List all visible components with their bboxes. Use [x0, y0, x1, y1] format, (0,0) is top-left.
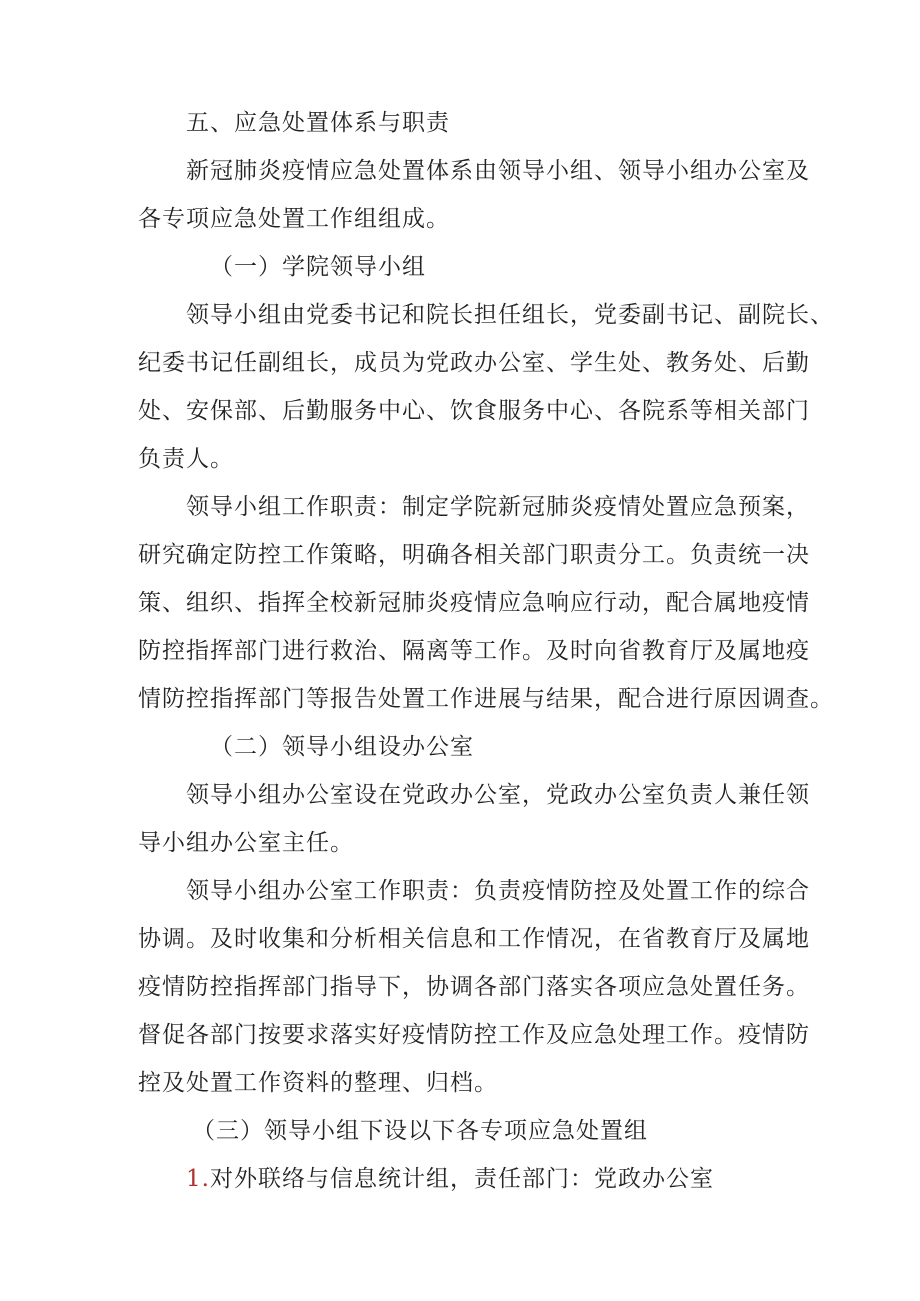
section-title: 五、应急处置体系与职责 — [186, 110, 450, 136]
sub2-para1-line-2: 导小组办公室主任。 — [138, 830, 354, 856]
intro-line-2: 各专项应急处置工作组组成。 — [138, 206, 450, 232]
list-item-1-text: 对外联络与信息统计组，责任部门：党政办公室 — [209, 1166, 714, 1192]
list-item-1 — [186, 1163, 714, 1195]
sub1-para2-line-4: 防控指挥部门进行救治、隔离等工作。及时向省教育厅及属地疫 — [138, 638, 810, 664]
sub2-para2-line-1: 领导小组办公室工作职责：负责疫情防控及处置工作的综合 — [186, 878, 810, 904]
sub1-para1-line-1: 领导小组由党委书记和院长担任组长，党委副书记、副院长、 — [186, 302, 834, 328]
sub1-para2-line-2: 研究确定防控工作策略，明确各相关部门职责分工。负责统一决 — [138, 542, 810, 568]
sub1-para1-line-3: 处、安保部、后勤服务中心、饮食服务中心、各院系等相关部门 — [138, 398, 810, 424]
subsection-2-title: （二）领导小组设办公室 — [210, 734, 474, 760]
subsection-3-title: （三）领导小组下设以下各专项应急处置组 — [192, 1118, 648, 1144]
sub2-para2-line-2: 协调。及时收集和分析相关信息和工作情况，在省教育厅及属地 — [138, 926, 810, 952]
sub2-para2-line-4: 督促各部门按要求落实好疫情防控工作及应急处理工作。疫情防 — [138, 1022, 810, 1048]
subsection-1-title: （一）学院领导小组 — [210, 254, 426, 280]
sub1-para2-line-1: 领导小组工作职责：制定学院新冠肺炎疫情处置应急预案， — [186, 494, 810, 520]
list-item-1-number: 1. — [186, 1166, 210, 1192]
sub1-para2-line-3: 策、组织、指挥全校新冠肺炎疫情应急响应行动，配合属地疫情 — [138, 590, 810, 616]
sub1-para1-line-2: 纪委书记任副组长，成员为党政办公室、学生处、教务处、后勤 — [138, 350, 810, 376]
intro-line-1: 新冠肺炎疫情应急处置体系由领导小组、领导小组办公室及 — [186, 158, 810, 184]
sub2-para1-line-1: 领导小组办公室设在党政办公室，党政办公室负责人兼任领 — [186, 782, 810, 808]
sub2-para2-line-5: 控及处置工作资料的整理、归档。 — [138, 1070, 498, 1096]
sub1-para1-line-4: 负责人。 — [138, 446, 234, 472]
sub1-para2-line-5: 情防控指挥部门等报告处置工作进展与结果，配合进行原因调查。 — [138, 686, 834, 712]
sub2-para2-line-3: 疫情防控指挥部门指导下，协调各部门落实各项应急处置任务。 — [138, 974, 810, 1000]
